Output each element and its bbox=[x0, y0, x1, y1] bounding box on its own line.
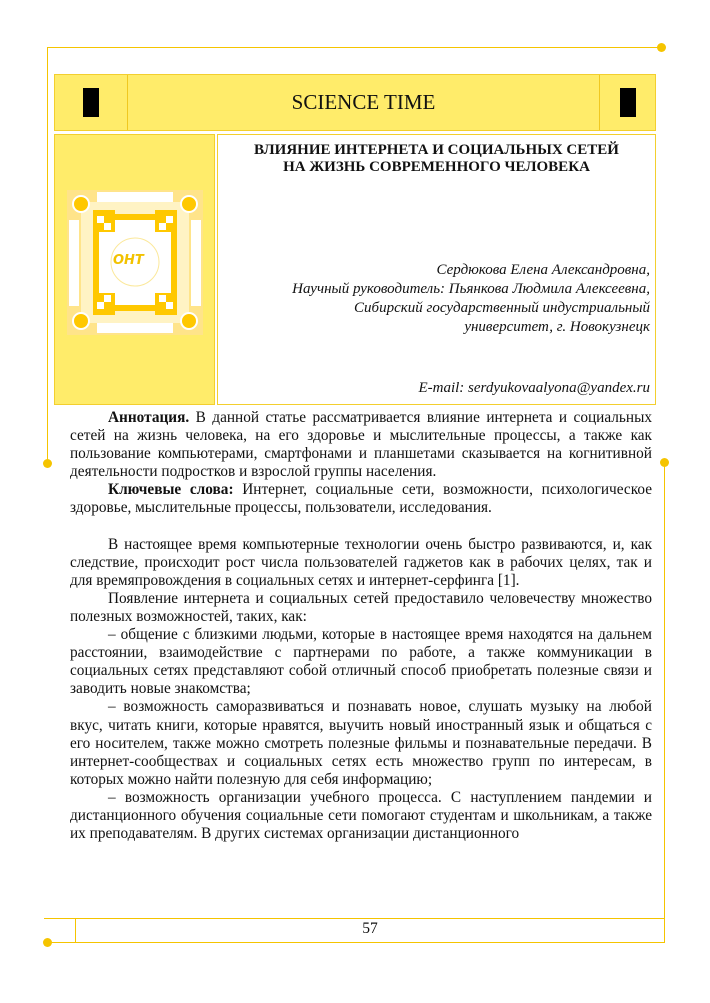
header-right-block-icon bbox=[620, 88, 636, 117]
body-paragraph: Появление интернета и социальных сетей предоставило человечеству множество полезных возможностей, таких, как: bbox=[70, 589, 652, 625]
frame-bottom-line bbox=[47, 942, 665, 943]
keywords-label: Ключевые слова: bbox=[108, 481, 234, 499]
article-info-panel bbox=[217, 134, 656, 405]
list-item: – возможность саморазвиваться и познавать новое, слушать музыку на любой вкус, читать книги, которые нравятся, выучить новый иностранный язык и общаться с его носителем, также можно смотреть полезные фильмы и познавательные передачи. В интернет-сообществах и социальных сетях есть множество групп по интересам, в которых можно найти полезную для себя информацию; bbox=[70, 698, 652, 788]
author-block bbox=[292, 261, 650, 337]
abstract-label: Аннотация. bbox=[108, 409, 190, 426]
keywords-text: Интернет, социальные сети, возможности, психологическое здоровье, мыслительные процессы, пользователи, исследования. bbox=[70, 481, 652, 517]
author-email: E-mail: serdyukovaalyona@yandex.ru bbox=[418, 380, 650, 396]
frame-top-line bbox=[47, 47, 662, 48]
frame-top-dot bbox=[657, 43, 666, 52]
abstract-paragraph bbox=[70, 409, 652, 481]
frame-left-line bbox=[47, 47, 48, 463]
article-title bbox=[218, 142, 655, 176]
footer-top-line bbox=[44, 918, 664, 919]
header-right-cell bbox=[599, 75, 655, 130]
header-left-block-icon bbox=[83, 88, 99, 117]
abstract-text: В данной статье рассматривается влияние интернета и социальных сетей на жизнь человека, на его здоровье и мыслительные процессы, а также как пользование компьютерами, смартфонами и планшетами сказывается на когнитивной деятельности подростков и взрослой группы населения. bbox=[70, 409, 652, 481]
article-title-line-2: НА ЖИЗНЬ СОВРЕМЕННОГО ЧЕЛОВЕКА bbox=[283, 159, 590, 175]
frame-bottom-dot bbox=[43, 938, 52, 947]
journal-header bbox=[54, 74, 656, 131]
affiliation-line-2: университет, г. Новокузнецк bbox=[464, 319, 650, 335]
page-number: 57 bbox=[362, 920, 378, 937]
list-item: – общение с близкими людьми, которые в настоящее время находятся на дальнем расстоянии, взаимодействие с партнерами по работе, а также коммуникации в социальных сетях представляют собой отличный способ приобретать полезные связи и заводить новые знакомства; bbox=[70, 626, 652, 698]
article-title-line-1: ВЛИЯНИЕ ИНТЕРНЕТА И СОЦИАЛЬНЫХ СЕТЕЙ bbox=[254, 142, 619, 158]
body-paragraph: В настоящее время компьютерные технологии очень быстро развиваются, и, как следствие, происходит рост числа пользователей гаджетов как в рабочих целях, так и для времяпровождения в социальных сетях и интернет-серфинга [1]. bbox=[70, 535, 652, 589]
affiliation-line-1: Сибирский государственный индустриальный bbox=[354, 300, 650, 316]
logo-panel bbox=[54, 134, 215, 405]
journal-title: SCIENCE TIME bbox=[291, 90, 436, 114]
author-name: Сердюкова Елена Александровна, bbox=[436, 262, 650, 278]
article-body bbox=[70, 409, 652, 843]
supervisor: Научный руководитель: Пьянкова Людмила Алексеевна, bbox=[292, 281, 650, 297]
list-item: – возможность организации учебного процесса. С наступлением пандемии и дистанционного обучения социальные сети помогают студентам и школьникам, а также их преподавателям. В других системах организации дистанционного bbox=[70, 788, 652, 843]
frame-right-line bbox=[664, 462, 665, 942]
header-left-cell bbox=[55, 75, 128, 130]
keywords-paragraph bbox=[70, 481, 652, 517]
logo-text: ОНТ bbox=[113, 253, 144, 268]
frame-left-dot bbox=[43, 459, 52, 468]
